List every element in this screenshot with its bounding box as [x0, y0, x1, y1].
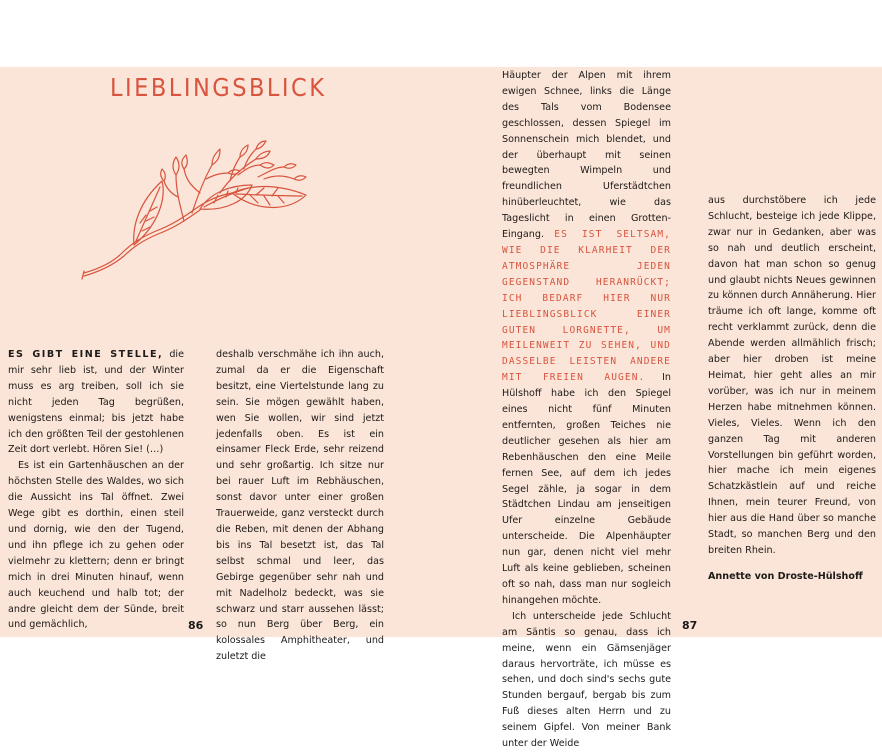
- left-column-2: [216, 347, 384, 665]
- highlighted-quote: ES IST SELTSAM, WIE DIE KLARHEIT DER ATMOSPHÄRE JEDEN GEGENSTAND HERANRÜCKT; ICH BEDARF HIER NUR LIEBLINGSBLICK EINER GUTEN LORGNETTE, UM MEILENWEIT ZU SEHEN, UND DASSELBE LEISTEN ANDERE MIT FREIEN AUGEN.: [502, 229, 671, 384]
- chapter-title: LIEBLINGSBLICK: [110, 73, 327, 102]
- paragraph: Es ist ein Gartenhäuschen an der höchsten Stelle des Waldes, wo sich die Aussicht ins Tal öffnet. Zwei Wege gibt es dorthin, einen steil und dornig, wie den der Tugend, und ihn pflege ich zu gehen oder vielmehr zu klettern; denn er bringt mich in drei Minuten hinauf, wenn auch keuchend und halb tot; der andre gleicht dem der Sünde, breit und gemächlich,: [8, 460, 184, 631]
- paragraph: Häupter der Alpen mit ihrem ewigen Schnee, links die Länge des Tals vom Bodensee geschlossen, dessen Spiegel im Sonnenschein mich blendet, und der überhaupt mit seinen bewegten Wimpeln und freundlichen Uferstädtchen hinüberleuchtet, wie das Tageslicht in einen Grotten-Eingang. ES IST SELTSAM, WIE DIE KLARHEIT DER ATMOSPHÄRE JEDEN GEGENSTAND HERANRÜCKT; ICH BEDARF HIER NUR LIEBLINGSBLICK EINER GUTEN LORGNETTE, UM MEILENWEIT ZU SEHEN, UND DASSELBE LEISTEN ANDERE MIT FREIEN AUGEN. In Hülshoff habe ich den Spiegel eines nicht fünf Minuten entfernten, großen Teiches nie deutlicher gesehen als hier am Rebenhäuschen den eine Meile fernen See, auf dem ich jedes Segel zähle, ja sogar in dem Städtchen Lindau am jenseitigen Ufer einzelne Gebäude unterscheide. Die Alpenhäupter nun gar, denen nicht viel mehr Luft als keine geblieben, scheinen oft so nah, dass man nur sogleich hinangehen möchte.: [502, 70, 671, 606]
- paragraph: aus durchstöbere ich jede Schlucht, besteige ich jede Klippe, zwar nur in Gedanken, aber was so nah und deutlich erscheint, davon hat man schon so genug und glaubt nichts Neues gewinnen zu können durch Annäherung. Hier träume ich oft lange, komme oft recht verklammt zurück, denn die Abende werden allmählich frisch; aber hier droben ist meine Heimat, hier geht alles an mir vorüber, was ich nur in meinem Herzen habe mitnehmen können. Vieles, Vieles. Wenn ich den ganzen Tag mit anderen Vorstellungen bin geführt worden, hier mache ich mein eigenes Schatzkästlein auf und reiche Ihnen, mein teurer Freund, von hier aus die Hand über so manche Stadt, so manchen Berg und den breiten Rhein.: [708, 195, 876, 556]
- page-number-right: 87: [682, 619, 698, 632]
- left-column-1: [8, 347, 184, 633]
- opening-paragraph: ES GIBT EINE STELLE, die mir sehr lieb ist, und der Winter muss es arg treiben, soll ich sie nicht jeden Tag begrüßen, wenigstens einmal; bis jetzt habe ich den größten Teil der gestohlenen Zeit dort verlebt. Hören Sie! (…): [8, 349, 185, 456]
- paragraph: Ich unterscheide jede Schlucht am Säntis so genau, dass ich meine, wenn ein Gämsenjäger daraus hervorträte, ich müsse es sehen, und doch sind's sechs gute Stunden bergauf, bergab bis zum Fuß dieses alten Herrn und zu seinem Gipfel. Von meiner Bank unter der Weide: [502, 610, 671, 750]
- page-number-left: 86: [188, 619, 204, 632]
- author-name: Annette von Droste-Hülshoff: [708, 570, 863, 582]
- branch-sprig-icon: [80, 135, 310, 280]
- paragraph: deshalb verschmähe ich ihn auch, zumal da er die Eigenschaft besitzt, eine Viertelstunde lang zu sein. Sie mögen gewählt haben, wen Sie wollen, wir sind jetzt jedenfalls oben. Es ist ein einsamer Fleck Erde, sehr reizend und sehr großartig. Ich sitze nur bei rauer Luft im Rebhäuschen, sonst davor unter einer großen Trauerweide, ganz versteckt durch die Reben, mit denen der Abhang bis ins Tal besetzt ist, das Tal selbst schmal und leer, das Gebirge gegenüber sehr nah und mit Nadelholz bedeckt, was sie schwarz und starr aussehen lässt; so nun Berg über Berg, ein kolossales Amphitheater, und zuletzt die: [216, 349, 384, 663]
- lead-in: ES GIBT EINE STELLE,: [8, 349, 164, 360]
- right-column-2: [708, 193, 876, 585]
- right-column-1: [502, 68, 671, 752]
